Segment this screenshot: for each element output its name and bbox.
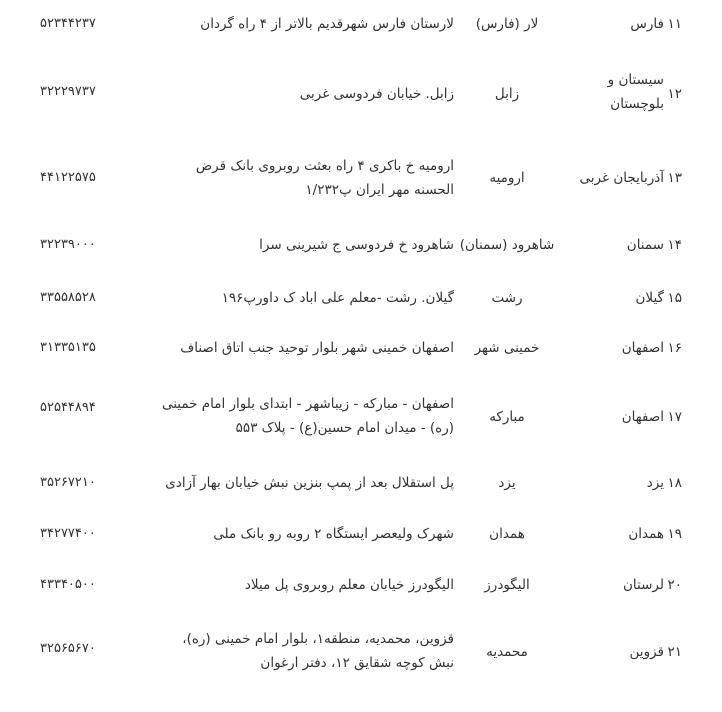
phone-cell: ۳۲۵۶۵۶۷۰ xyxy=(40,641,96,656)
row-number: ۱۱ xyxy=(667,16,682,32)
row-number: ۱۳ xyxy=(667,170,682,186)
address-cell: الیگودرز خیابان معلم روبروی پل میلاد xyxy=(244,577,454,593)
table-row xyxy=(0,522,722,548)
row-number: ۱۴ xyxy=(667,237,682,253)
row-number: ۱۸ xyxy=(667,475,682,491)
phone-cell: ۳۳۵۵۸۵۲۸ xyxy=(40,290,96,305)
address-cell: شهرک ولیعصر ایستگاه ۲ روبه رو بانک ملی xyxy=(213,526,454,542)
phone-cell: ۳۵۲۶۷۲۱۰ xyxy=(40,475,96,490)
address-cell: شاهرود خ فردوسی ج شیرینی سرا xyxy=(259,237,454,253)
address-cell: پل استقلال بعد از پمپ بنزین نبش خیابان بهار آزادی xyxy=(165,475,454,491)
table-row xyxy=(0,233,722,259)
phone-cell: ۳۲۲۲۹۷۳۷ xyxy=(40,84,96,99)
phone-cell: ۵۲۳۴۴۲۳۷ xyxy=(40,16,96,31)
province-cell: گیلان xyxy=(635,290,664,306)
city-cell: الیگودرز xyxy=(484,577,530,593)
province-cell: لرستان xyxy=(623,577,664,593)
province-cell: سمنان xyxy=(626,237,664,253)
table-row xyxy=(0,286,722,312)
city-cell: زابل xyxy=(494,86,520,102)
row-number: ۱۲ xyxy=(667,86,682,102)
province-cell: اصفهان xyxy=(621,340,664,356)
phone-cell: ۳۴۲۷۷۴۰۰ xyxy=(40,526,96,541)
city-cell: مبارکه xyxy=(489,409,525,425)
row-number: ۱۵ xyxy=(667,290,682,306)
address-cell: گیلان. رشت -معلم علی اباد ک داورپ۱۹۶ xyxy=(221,290,454,306)
row-number: ۲۰ xyxy=(667,577,682,593)
table-row xyxy=(0,573,722,599)
address-cell: زابل. خیابان فردوسی غربی xyxy=(299,86,454,102)
city-cell: خمینی شهر xyxy=(474,340,540,356)
phone-cell: ۵۲۵۴۴۸۹۴ xyxy=(40,400,96,415)
city-cell: یزد xyxy=(498,475,516,491)
province-cell: قزوین xyxy=(629,644,664,660)
table-row xyxy=(0,627,722,679)
address-cell: لارستان فارس شهرقدیم بالاتر از ۴ راه گردان xyxy=(200,16,454,32)
province-cell: یزد xyxy=(646,475,664,491)
row-number: ۱۶ xyxy=(667,340,682,356)
phone-cell: ۳۲۲۳۹۰۰۰ xyxy=(40,237,96,252)
city-cell: شاهرود (سمنان) xyxy=(459,237,555,253)
table-row xyxy=(0,336,722,362)
table-row xyxy=(0,12,722,38)
phone-cell: ۴۳۳۴۰۵۰۰ xyxy=(40,577,96,592)
table-row xyxy=(0,392,722,444)
city-cell: همدان xyxy=(489,526,525,542)
province-cell: سیستان و بلوچستان xyxy=(607,72,664,112)
city-cell: رشت xyxy=(491,290,523,306)
province-cell: فارس xyxy=(630,16,664,32)
address-cell: اصفهان خمینی شهر بلوار توحید جنب اتاق اصناف xyxy=(180,340,454,356)
city-cell: لار (فارس) xyxy=(475,16,539,32)
province-cell: همدان xyxy=(628,526,664,542)
city-cell: ارومیه xyxy=(489,170,525,186)
address-cell: ارومیه خ باکری ۴ راه بعثت روبروی بانک قرض الحسنه مهر ایران پ۱/۲۳۲ xyxy=(195,158,454,198)
province-cell: آذربایجان غربی xyxy=(579,170,664,186)
row-number: ۱۷ xyxy=(667,409,682,425)
row-number: ۱۹ xyxy=(667,526,682,542)
table-row xyxy=(0,154,722,206)
phone-cell: ۴۴۱۲۲۵۷۵ xyxy=(40,170,96,185)
city-cell: محمدیه xyxy=(486,644,528,660)
table-row xyxy=(0,471,722,497)
address-cell: قزوین، محمدیه، منطقه۱، بلوار امام خمینی (ره)، نبش کوچه شقایق ۱۲، دفتر ارغوان xyxy=(182,631,454,671)
table-row xyxy=(0,68,722,120)
phone-cell: ۳۱۳۳۵۱۳۵ xyxy=(40,340,96,355)
province-cell: اصفهان xyxy=(621,409,664,425)
address-cell: اصفهان - مبارکه - زیباشهر - ابتدای بلوار امام خمینی (ره) - میدان امام حسین(ع) - پلاک ۵۵۳ xyxy=(161,396,454,436)
row-number: ۲۱ xyxy=(667,644,682,660)
